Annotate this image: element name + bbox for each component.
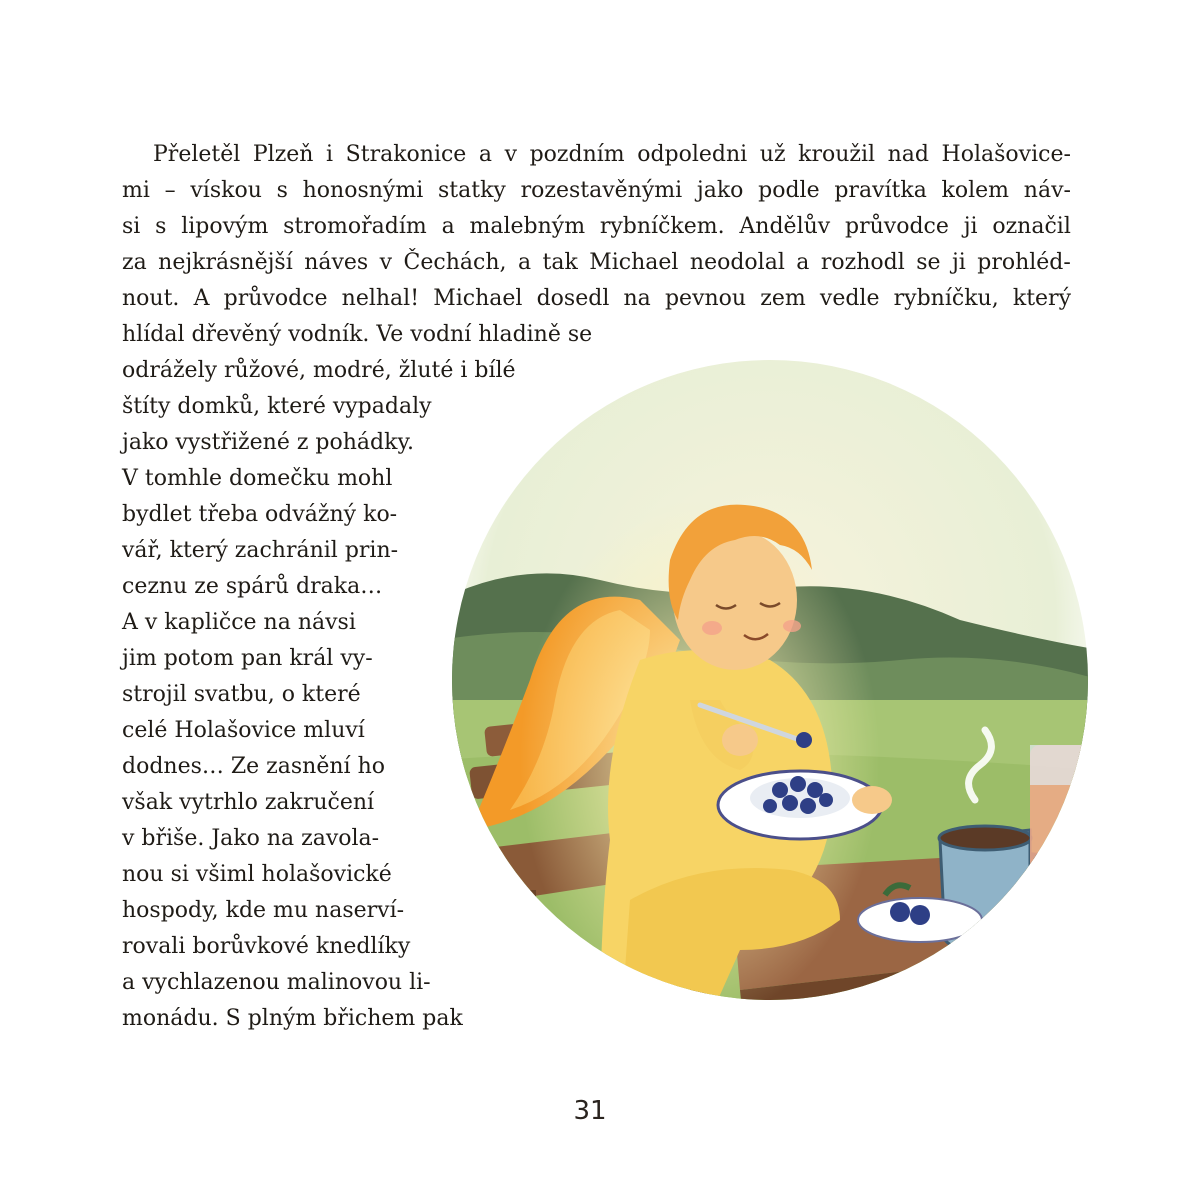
text-line: nou si všiml holašovické: [122, 862, 392, 887]
word: který: [1012, 286, 1071, 311]
word: nout.: [122, 286, 180, 311]
word: honosnými: [302, 178, 424, 203]
word: na: [623, 286, 651, 311]
word: Přeletěl: [153, 142, 241, 167]
text-line: štíty domků, které vypadaly: [122, 394, 432, 419]
text-line: v břiše. Jako na zavola-: [122, 826, 380, 851]
word: lipovým: [181, 214, 269, 239]
word: a: [478, 142, 493, 167]
word: neodolal: [689, 250, 785, 275]
word: označil: [992, 214, 1071, 239]
word: Michael: [433, 286, 523, 311]
word: vedle: [819, 286, 880, 311]
word: tak: [542, 250, 578, 275]
word: –: [164, 178, 176, 203]
word: s: [276, 178, 288, 203]
word: nad: [887, 142, 929, 167]
word: nejkrásnější: [158, 250, 293, 275]
word: malebným: [469, 214, 586, 239]
text-line: V tomhle domečku mohl: [122, 466, 393, 491]
word: náv-: [1023, 178, 1071, 203]
word: zem: [760, 286, 806, 311]
text-line: však vytrhlo zakručení: [122, 790, 375, 815]
text-line: [122, 286, 1071, 311]
word: pravítka: [834, 178, 927, 203]
word: statky: [438, 178, 506, 203]
text-line: dodnes… Ze zasnění ho: [122, 754, 385, 779]
word: i: [326, 142, 334, 167]
text-line: jako vystřižené z pohádky.: [122, 430, 414, 455]
word: Michael: [589, 250, 679, 275]
text-line: strojil svatbu, o které: [122, 682, 361, 707]
word: kolem: [941, 178, 1010, 203]
word: se: [916, 250, 941, 275]
word: Holašovice-: [941, 142, 1071, 167]
word: s: [155, 214, 167, 239]
word: a: [796, 250, 810, 275]
word: A: [193, 286, 210, 311]
page-number: 31: [573, 1096, 607, 1126]
text-line: a vychlazenou malinovou li-: [122, 970, 431, 995]
word: už: [759, 142, 786, 167]
word: náves: [304, 250, 369, 275]
word: prohléd-: [977, 250, 1071, 275]
word: Plzeň: [252, 142, 314, 167]
word: rybníčku,: [893, 286, 999, 311]
text-line: [122, 214, 1071, 239]
word: si: [122, 214, 141, 239]
text-line: ceznu ze spárů draka…: [122, 574, 383, 599]
text-line: hospody, kde mu naserví-: [122, 898, 405, 923]
text-line: hlídal dřevěný vodník. Ve vodní hladině se: [122, 322, 593, 347]
word: ji: [963, 214, 978, 239]
word: mi: [122, 178, 150, 203]
word: nelhal!: [341, 286, 420, 311]
text-line: monádu. S plným břichem pak: [122, 1006, 463, 1031]
word: jako: [696, 178, 744, 203]
text-line: A v kapličce na návsi: [122, 610, 356, 635]
text-line: [153, 142, 1071, 167]
word: dosedl: [536, 286, 610, 311]
word: Čechách,: [403, 250, 507, 275]
text-line: jim potom pan král vy-: [122, 646, 373, 671]
text-line: celé Holašovice mluví: [122, 718, 365, 743]
word: kroužil: [798, 142, 876, 167]
word: vískou: [190, 178, 262, 203]
text-line: odrážely růžové, modré, žluté i bílé: [122, 358, 516, 383]
word: ji: [951, 250, 966, 275]
word: v: [379, 250, 393, 275]
text-line: bydlet třeba odvážný ko-: [122, 502, 398, 527]
text-line: vář, který zachránil prin-: [122, 538, 399, 563]
word: průvodce: [223, 286, 328, 311]
text-line: [122, 250, 1071, 275]
text-line: rovali borůvkové knedlíky: [122, 934, 411, 959]
word: Andělův: [739, 214, 831, 239]
word: odpoledni: [637, 142, 748, 167]
word: za: [122, 250, 147, 275]
word: a: [441, 214, 455, 239]
word: stromořadím: [283, 214, 427, 239]
word: rozhodl: [820, 250, 905, 275]
text-line: [122, 178, 1071, 203]
word: rybníčkem.: [599, 214, 725, 239]
word: v: [504, 142, 518, 167]
word: pevnou: [664, 286, 747, 311]
word: Strakonice: [345, 142, 467, 167]
word: průvodce: [845, 214, 949, 239]
word: podle: [758, 178, 820, 203]
word: a: [517, 250, 532, 275]
word: pozdním: [529, 142, 625, 167]
word: rozestavěnými: [520, 178, 683, 203]
